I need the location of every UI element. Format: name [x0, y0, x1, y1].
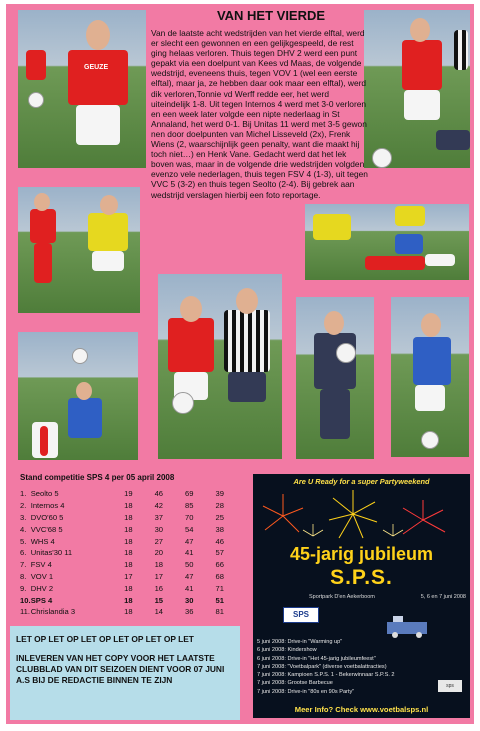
table-row: 6. Unitas'30 11 18 20 41 57 — [20, 548, 224, 558]
poster-dates: 5, 6 en 7 juni 2008 — [420, 594, 466, 600]
event-item: 7 juni 2008: "Voetbalpark" (diverse voetbalattracties) — [257, 663, 387, 670]
table-row: 2. Internos 4 18 42 85 28 — [20, 501, 224, 511]
event-item: 6 juni 2008: Kindershow — [257, 647, 317, 654]
newsletter-page — [6, 4, 474, 724]
table-row: 11. Chrislandia 3 18 14 36 81 — [20, 607, 224, 617]
photo-slide-tackle-yellow — [305, 204, 469, 280]
table-row: 1. Seolto 5 19 46 69 39 — [20, 489, 224, 499]
event-item: 7 juni 2008: Drive-in "80s en 90s Party" — [257, 688, 355, 695]
notice-body: INLEVEREN VAN HET COPY VOOR HET LAATSTE CLUBBLAD VAN DIT SEIZOEN DIENT VOOR 07 JUNI A.S BIJ DE REDACTIE BINNEN TE ZIJN — [16, 653, 225, 685]
table-row-own-team: 10. SPS 4 18 15 30 51 — [20, 595, 224, 605]
notice-attention-line: LET OP LET OP LET OP LET OP LET OP LET — [16, 634, 194, 644]
table-row: 5. WHS 4 18 27 47 46 — [20, 536, 224, 546]
club-logo: SPS — [283, 607, 319, 623]
photo-goalkeeper — [296, 297, 374, 459]
jubilee-poster — [253, 474, 470, 718]
table-row: 8. VOV 1 17 17 47 68 — [20, 571, 224, 581]
table-row: 4. VVC'68 5 18 30 54 38 — [20, 524, 224, 534]
photo-blue-shirt-player — [391, 297, 469, 457]
standings-title: Stand competitie SPS 4 per 05 april 2008 — [20, 473, 175, 482]
event-item: 7 juni 2008: Kampioen S.P.S. 1 - Bekerwinnaar S.P.S. 2 — [257, 672, 395, 679]
photo-player-red-shirt — [18, 10, 146, 168]
photo-tackle — [364, 10, 470, 168]
table-row: 9. DHV 2 18 16 41 71 — [20, 583, 224, 593]
poster-club-name: S.P.S. — [330, 566, 393, 589]
party-clipart-icon — [381, 614, 435, 638]
photo-red-vs-yellow — [18, 187, 140, 313]
article-title: VAN HET VIERDE — [216, 8, 326, 23]
poster-venue: Sportpark D'en Aekerboom — [309, 594, 375, 600]
standings-table — [20, 473, 246, 618]
poster-event-list — [257, 638, 467, 696]
event-item: 5 juni 2008: Drive-in "Warming up" — [257, 639, 343, 645]
poster-info-link: Meer Info? Check www.voetbalsps.nl — [294, 705, 429, 714]
event-item: 6 juni 2008: Drive-in "Het 45-jarig jubileumfeest" — [257, 655, 376, 662]
deadline-notice — [10, 626, 240, 720]
event-item: 7 juni 2008: Grootse Barbecue — [257, 680, 333, 687]
photo-goalmouth-scramble — [18, 332, 138, 460]
fireworks-illustration — [253, 486, 470, 548]
shirt-sponsor-text: GEUZE — [84, 64, 109, 71]
table-row: 7. FSV 4 18 18 50 66 — [20, 560, 224, 570]
table-row: 3. DVO'60 5 18 37 70 25 — [20, 512, 224, 522]
poster-tagline: Are U Ready for a super Partyweekend — [293, 477, 430, 486]
photo-duel-red-vs-striped — [158, 274, 282, 459]
poster-badge: sps — [438, 680, 462, 692]
poster-headline: 45-jarig jubileum — [289, 544, 434, 564]
article-body: Van de laatste acht wedstrijden van het vierde elftal, werd er slecht een gewonnen en een gelijkgespeeld, de rest ging helaas verloren. Thuis tegen DHV 2 werd een punt gepakt via een doelpunt van Kees vd Maas, de volgende wedstrijd, eveneens thuis, tegen VOV 1 (wel een eerste elftal), maar ja, ze hebben daar ook maar een elftal), werd dik verloren,Tonnie vd Werff redde eer, het werd uiteindelijk 1-8. Uit tegen Internos 4 werd met 3-0 verloren en een week later volgde een nipte nederlaag in St Annaland, het werd 0-1. Bij Unitas 11 werd met 3-5 gewon nen door doelpunten van Michel Lisseveld (2x), Frenk Wiens (2, waarschijnlijk geen penalty, want die maakt hij toch niet…) en Henk Vane. Gedacht werd dat het lek boven was, maar in de volgende drie wedstrijden volgden evenzo vele nederlagen, thuis tegen FSV 4 (1-3), uit tegen VVC 5 (3-2) en thuis tegen Seolto (2-4). Bij gebrek aan wedstrijd verslagen hierbij een foto reportage. — [151, 28, 368, 200]
